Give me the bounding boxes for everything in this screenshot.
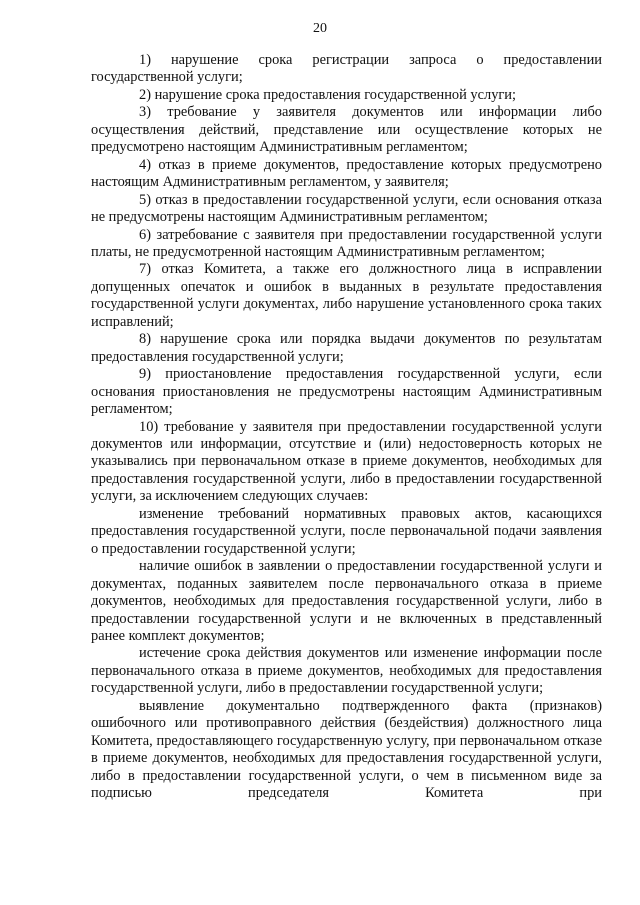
paragraph-2: 2) нарушение срока предоставления государственной услуги;: [139, 86, 516, 103]
paragraph-4: 4) отказ в приеме документов, предоставление которых предусмотрено настоящим Административным регламентом, у заявителя;: [91, 156, 602, 191]
paragraph-exception-2: наличие ошибок в заявлении о предоставлении государственной услуги и документах, поданных заявителем после первоначального отказа в приеме документов, необходимых для предоставления государственной услуги, либо в предоставлении государственной услуги и не включенных в представленный ранее комплект документов;: [91, 558, 602, 644]
paragraph-10: 10) требование у заявителя при предоставлении государственной услуги документов или информации, отсутствие и (или) недостоверность которых не указывались при первоначальном отказе в приеме документов, необходимых для предоставления государственной услуги, либо в предоставлении государственной услуги, за исключением следующих случаев:: [91, 418, 602, 505]
paragraph-6: 6) затребование с заявителя при предоставлении государственной услуги платы, не предусмотренной настоящим Административным регламентом;: [91, 226, 602, 260]
paragraph-1: 1) нарушение срока регистрации запроса о предоставлении государственной услуги;: [91, 52, 602, 86]
paragraph-8: 8) нарушение срока или порядка выдачи документов по результатам предоставления государственной услуги;: [91, 331, 602, 365]
paragraph-exception-1: изменение требований нормативных правовых актов, касающихся предоставления государственной услуги, после первоначальной подачи заявления о предоставлении государственной услуги;: [91, 505, 602, 557]
page-number: 20: [313, 21, 327, 36]
paragraph-9: 9) приостановление предоставления государственной услуги, если основания приостановления не предусмотрены настоящим Административным регламентом;: [91, 366, 602, 418]
paragraph-exception-4: выявление документально подтвержденного факта (признаков) ошибочного или противоправного действия (бездействия) должностного лица Комитета, предоставляющего государственную услугу, при первоначальном отказе в приеме документов, необходимых для предоставления государственной услуги, либо в предоставлении государственной услуги, о чем в письменном виде за подписью председателя Комитета при: [91, 697, 602, 802]
document-body: [91, 52, 602, 802]
paragraph-7: 7) отказ Комитета, а также его должностного лица в исправлении допущенных опечаток и ошибок в выданных в результате предоставления государственной услуги документах, либо нарушение установленного срока таких исправлений;: [91, 261, 602, 330]
paragraph-exception-3: истечение срока действия документов или изменение информации после первоначального отказа в приеме документов, необходимых для предоставления государственной услуги, либо в предоставлении государственной услуги;: [91, 645, 602, 697]
paragraph-5: 5) отказ в предоставлении государственной услуги, если основания отказа не предусмотрены настоящим Административным регламентом;: [91, 191, 602, 226]
paragraph-3: 3) требование у заявителя документов или информации либо осуществления действий, представление или осуществление которых не предусмотрено настоящим Административным регламентом;: [91, 104, 602, 156]
